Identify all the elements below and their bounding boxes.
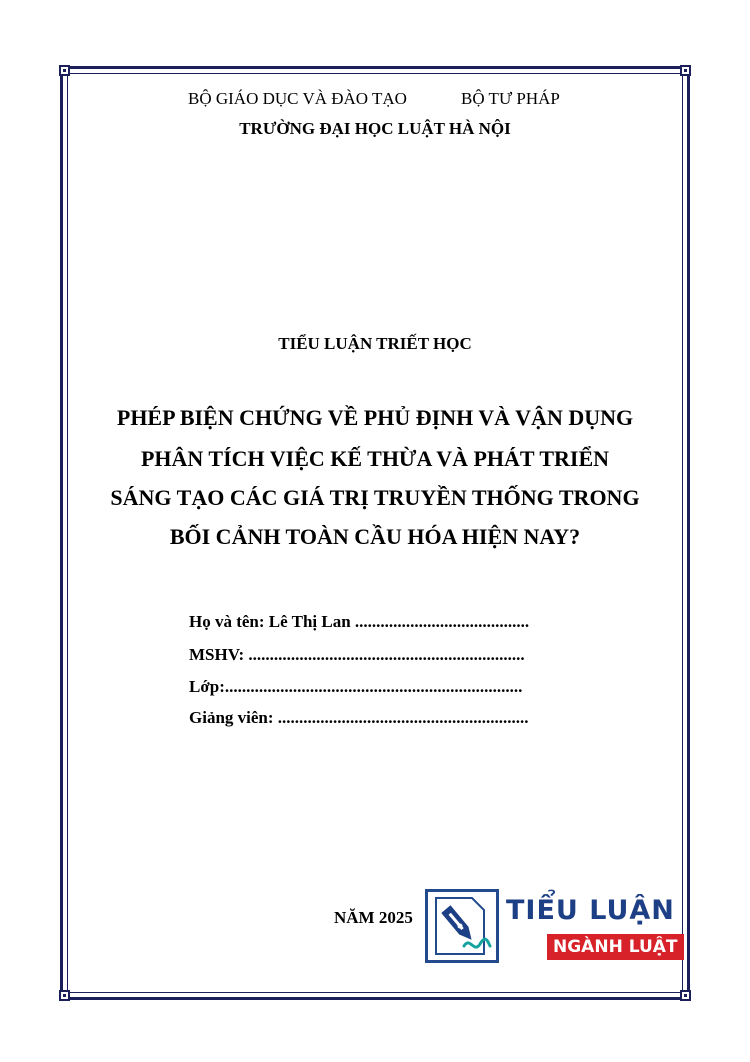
title-line: PHÉP BIỆN CHỨNG VỀ PHỦ ĐỊNH VÀ VẬN DỤNG xyxy=(116,405,634,430)
ministry-justice: BỘ TƯ PHÁP xyxy=(461,89,560,108)
school-name: TRƯỜNG ĐẠI HỌC LUẬT HÀ NỘI xyxy=(239,119,511,138)
title-line: PHÂN TÍCH VIỆC KẾ THỪA VÀ PHÁT TRIỂN xyxy=(140,446,609,471)
border-corner-ornament xyxy=(680,65,691,76)
year-label: NĂM 2025 xyxy=(334,908,413,927)
class-field: Lớp:...................................................................... xyxy=(189,677,523,696)
student-id-field: MSHV: ................................................................. xyxy=(189,645,525,664)
logo-title: TIỂU LUẬN xyxy=(506,895,675,926)
title-line: BỐI CẢNH TOÀN CẦU HÓA HIỆN NAY? xyxy=(169,524,581,549)
logo-subtitle: NGÀNH LUẬT xyxy=(547,934,684,960)
border-corner-ornament xyxy=(680,990,691,1001)
document-type: TIỂU LUẬN TRIẾT HỌC xyxy=(278,334,472,353)
border-corner-ornament xyxy=(59,65,70,76)
student-name-field: Họ và tên: Lê Thị Lan ......................................... xyxy=(189,612,530,631)
ministry-education: BỘ GIÁO DỤC VÀ ĐÀO TẠO xyxy=(188,89,407,108)
lecturer-field: Giảng viên: ........................................................... xyxy=(189,708,529,727)
fountain-pen-nib-icon xyxy=(425,889,499,963)
title-line: SÁNG TẠO CÁC GIÁ TRỊ TRUYỀN THỐNG TRONG xyxy=(110,485,640,510)
border-corner-ornament xyxy=(59,990,70,1001)
